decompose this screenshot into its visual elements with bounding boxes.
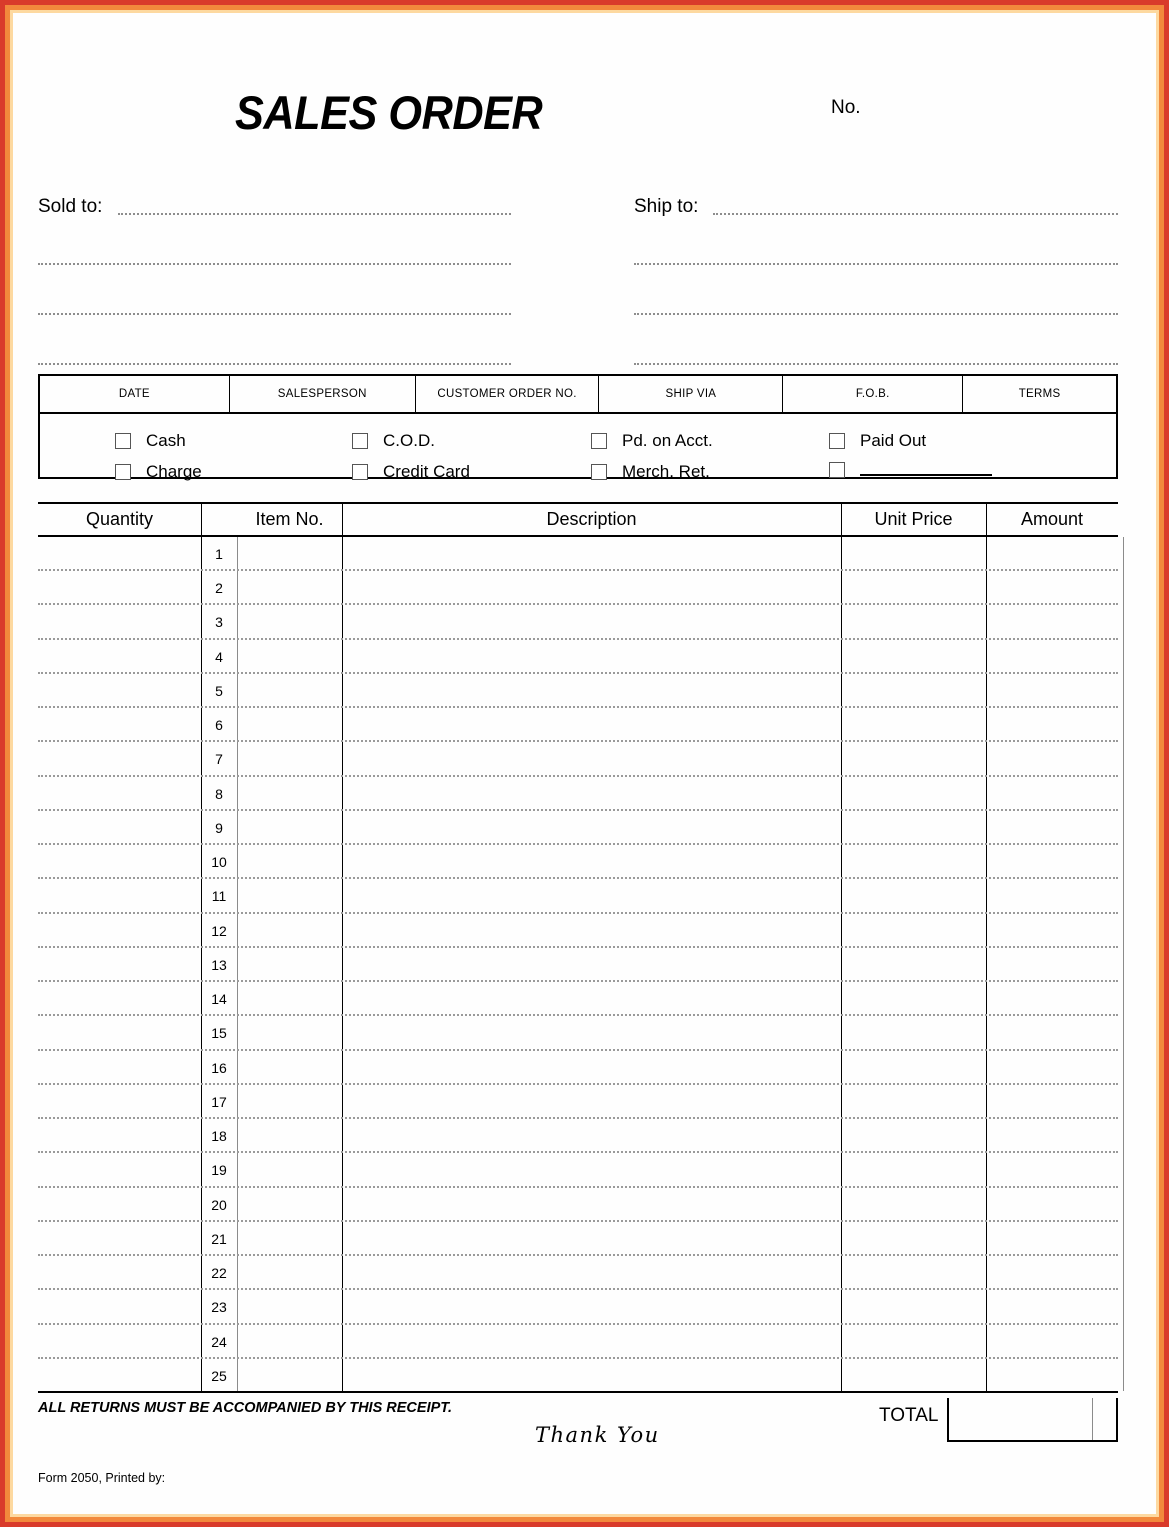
line-items-table	[38, 502, 1118, 1393]
form-sheet	[13, 13, 1156, 1514]
column-header-item-no: Item No.	[255, 509, 324, 529]
rule-unitprice-amount-header	[986, 504, 987, 535]
payment-option-charge[interactable]	[115, 462, 202, 482]
table-row[interactable]	[38, 605, 1118, 639]
table-row[interactable]	[38, 742, 1118, 776]
table-row[interactable]	[38, 811, 1118, 845]
info-header-ship-via: SHIP VIA	[599, 376, 783, 412]
row-number: 12	[211, 922, 227, 939]
sold-to-line-4[interactable]	[38, 363, 511, 365]
info-header-date: DATE	[40, 376, 230, 412]
row-number: 3	[215, 614, 223, 631]
row-number: 4	[215, 648, 223, 665]
row-number: 8	[215, 785, 223, 802]
payment-option-other-field[interactable]	[860, 465, 992, 476]
row-number: 23	[211, 1299, 227, 1316]
returns-notice: ALL RETURNS MUST BE ACCOMPANIED BY THIS RECEIPT.	[38, 1400, 453, 1416]
row-number: 10	[211, 854, 227, 871]
table-row[interactable]	[38, 1188, 1118, 1222]
row-number: 9	[215, 819, 223, 836]
ship-to-line-1[interactable]	[713, 213, 1118, 215]
table-row[interactable]	[38, 1119, 1118, 1153]
order-info-header-row	[40, 376, 1116, 414]
row-number: 25	[211, 1367, 227, 1384]
table-row[interactable]	[38, 1016, 1118, 1050]
row-number: 16	[211, 1059, 227, 1076]
row-number: 18	[211, 1128, 227, 1145]
payment-option-credit-card[interactable]	[352, 462, 470, 482]
form-imprint: Form 2050, Printed by:	[38, 1471, 166, 1485]
total-cents-divider	[1092, 1398, 1093, 1440]
payment-option-merch-ret[interactable]	[591, 462, 710, 482]
line-items-header-row	[38, 502, 1118, 537]
payment-option-c-o-d[interactable]	[352, 431, 435, 451]
table-row[interactable]	[38, 537, 1118, 571]
table-row[interactable]	[38, 1256, 1118, 1290]
row-number: 24	[211, 1333, 227, 1350]
row-number: 21	[211, 1230, 227, 1247]
table-row[interactable]	[38, 674, 1118, 708]
row-number: 20	[211, 1196, 227, 1213]
checkbox-icon[interactable]	[115, 464, 131, 480]
payment-option-label: Merch. Ret.	[622, 462, 710, 481]
rule-description-unitprice-header	[841, 504, 842, 535]
payment-option-label: Pd. on Acct.	[622, 431, 713, 450]
ship-to-label: Ship to:	[634, 196, 699, 217]
sold-to-line-1[interactable]	[118, 213, 511, 215]
payment-option-label: Credit Card	[383, 462, 470, 481]
table-row[interactable]	[38, 1085, 1118, 1119]
row-number: 19	[211, 1162, 227, 1179]
row-number: 14	[211, 991, 227, 1008]
checkbox-icon[interactable]	[591, 433, 607, 449]
payment-option-label: Cash	[146, 431, 186, 450]
checkbox-icon[interactable]	[352, 433, 368, 449]
checkbox-icon[interactable]	[352, 464, 368, 480]
column-header-quantity: Quantity	[85, 509, 154, 529]
page-title: SALES ORDER	[235, 86, 543, 139]
column-header-description: Description	[546, 509, 637, 529]
payment-option-paid-out[interactable]	[829, 431, 926, 451]
row-number: 7	[215, 751, 223, 768]
row-number: 15	[211, 1025, 227, 1042]
table-row[interactable]	[38, 948, 1118, 982]
payment-option-other[interactable]	[829, 462, 992, 478]
info-header-salesperson: SALESPERSON	[230, 376, 416, 412]
payment-option-pd-on-acct[interactable]	[591, 431, 713, 451]
checkbox-icon[interactable]	[115, 433, 131, 449]
row-number: 11	[211, 888, 227, 905]
row-number: 1	[215, 546, 223, 562]
line-items-body	[38, 537, 1118, 1393]
row-number: 13	[211, 956, 227, 973]
table-row[interactable]	[38, 914, 1118, 948]
sold-to-label: Sold to:	[38, 196, 103, 217]
checkbox-icon[interactable]	[591, 464, 607, 480]
payment-option-label: C.O.D.	[383, 431, 435, 450]
rule-itemno-description-header	[342, 504, 343, 535]
thank-you-note: Thank You	[535, 1423, 660, 1447]
info-header-customer-order-no: CUSTOMER ORDER NO.	[416, 376, 600, 412]
column-header-amount: Amount	[1020, 509, 1084, 529]
table-row[interactable]	[38, 845, 1118, 879]
checkbox-icon[interactable]	[829, 433, 845, 449]
row-number: 2	[215, 580, 223, 597]
order-info-table	[38, 374, 1118, 479]
row-number: 6	[215, 717, 223, 734]
table-row[interactable]	[38, 571, 1118, 605]
table-row[interactable]	[38, 982, 1118, 1016]
table-row[interactable]	[38, 708, 1118, 742]
payment-option-label: Charge	[146, 462, 202, 481]
total-amount-field[interactable]	[947, 1398, 1118, 1442]
table-row[interactable]	[38, 640, 1118, 674]
table-row[interactable]	[38, 777, 1118, 811]
table-row[interactable]	[38, 1325, 1118, 1359]
row-number: 22	[211, 1265, 227, 1282]
ship-to-line-3[interactable]	[634, 313, 1118, 315]
total-label: TOTAL	[879, 1405, 939, 1426]
row-number: 17	[211, 1093, 227, 1110]
payment-option-label: Paid Out	[860, 431, 927, 450]
row-number: 5	[215, 682, 223, 699]
info-header-terms: TERMS	[1018, 388, 1061, 400]
order-number-label: No.	[831, 97, 861, 118]
table-row[interactable]	[38, 879, 1118, 913]
payment-options-row	[40, 414, 1116, 481]
sold-to-line-3[interactable]	[38, 313, 511, 315]
table-row[interactable]	[38, 1290, 1118, 1324]
checkbox-icon[interactable]	[829, 462, 845, 478]
table-row[interactable]	[38, 1222, 1118, 1256]
sold-to-line-2[interactable]	[38, 263, 511, 265]
column-header-unit-price: Unit Price	[874, 509, 953, 529]
ship-to-line-4[interactable]	[634, 363, 1118, 365]
payment-option-cash[interactable]	[115, 431, 186, 451]
table-row[interactable]	[38, 1051, 1118, 1085]
table-row[interactable]	[38, 1359, 1118, 1393]
rule-quantity-itemno-header	[201, 504, 202, 535]
info-header-f-o-b: F.O.B.	[783, 376, 963, 412]
table-row[interactable]	[38, 1153, 1118, 1187]
rule-amount-cents	[1123, 537, 1124, 1391]
ship-to-line-2[interactable]	[634, 263, 1118, 265]
